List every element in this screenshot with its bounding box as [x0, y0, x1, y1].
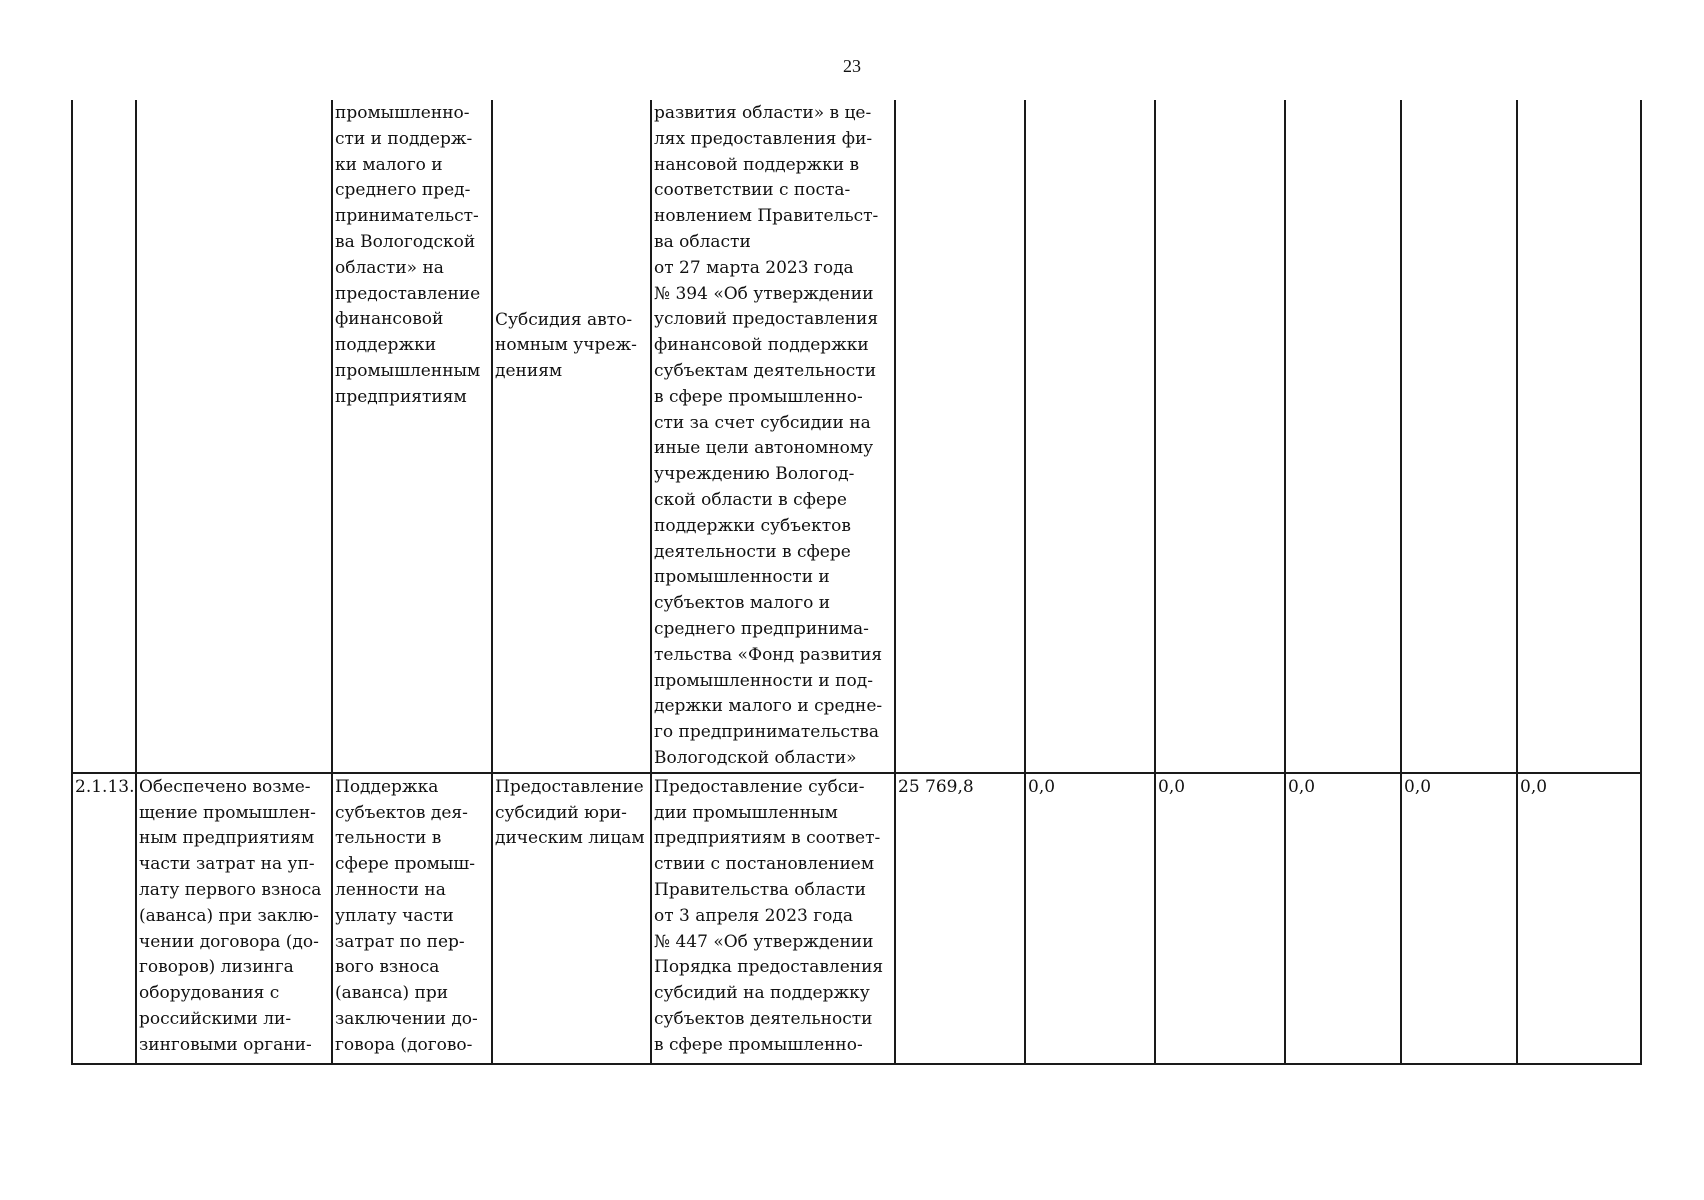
cell-value-2 — [1025, 100, 1155, 773]
cell-spacer — [495, 127, 648, 282]
cell-value-5: 0,0 — [1401, 773, 1517, 1064]
program-table — [71, 100, 1642, 1065]
cell-value-1: 25 769,8 — [895, 773, 1025, 1064]
cell-result: Обеспечено возме- щение промышлен- ным предприятиям части затрат на уп- лату первого взноса (аванса) при заклю- чении договора (до- говоров) лизинга оборудования с российскими ли- зинговыми органи- — [136, 773, 332, 1064]
cell-type — [492, 100, 651, 773]
cell-value-4: 0,0 — [1285, 773, 1401, 1064]
table-row-continuation — [72, 100, 1641, 773]
cell-value-6: 0,0 — [1517, 773, 1641, 1064]
table-row-2-1-13 — [72, 773, 1641, 1064]
cell-measure: Поддержка субъектов дея- тельности в сфере промыш- ленности на уплату части затрат по пер- вого взноса (аванса) при заключении до- говора (догово- — [332, 773, 492, 1064]
cell-description: развития области» в це- лях предоставления фи- нансовой поддержки в соответствии с поста- новлением Правительст- ва области от 27 марта 2023 года № 394 «Об утверждении условий предоставления финансовой поддержки субъектам деятельности в сфере промышленно- сти за счет субсидии на иные цели автономному учреждению Вологод- ской области в сфере поддержки субъектов деятельности в сфере промышленности и субъектов малого и среднего предпринима- тельства «Фонд развития промышленности и под- держки малого и средне- го предпринимательства Вологодской области» — [651, 100, 895, 773]
cell-result — [136, 100, 332, 773]
cell-number — [72, 100, 136, 773]
cell-number: 2.1.13. — [72, 773, 136, 1064]
cell-value-6 — [1517, 100, 1641, 773]
cell-type: Предоставление субсидий юри- дическим лицам — [492, 773, 651, 1064]
cell-value-3: 0,0 — [1155, 773, 1285, 1064]
cell-measure: промышленно- сти и поддерж- ки малого и среднего пред- принимательст- ва Вологодской области» на предоставление финансовой поддержки промышленным предприятиям — [332, 100, 492, 773]
cell-value-2: 0,0 — [1025, 773, 1155, 1064]
page-number: 23 — [843, 56, 861, 76]
cell-value-5 — [1401, 100, 1517, 773]
cell-value-4 — [1285, 100, 1401, 773]
cell-value-3 — [1155, 100, 1285, 773]
cell-description: Предоставление субси- дии промышленным предприятиям в соответ- ствии с постановлением Правительства области от 3 апреля 2023 года № 447 «Об утверждении Порядка предоставления субсидий на поддержку субъектов деятельности в сфере промышленно- — [651, 773, 895, 1064]
cell-value-1 — [895, 100, 1025, 773]
cell-type-text: Субсидия авто- номным учреж- дениям — [495, 309, 637, 382]
